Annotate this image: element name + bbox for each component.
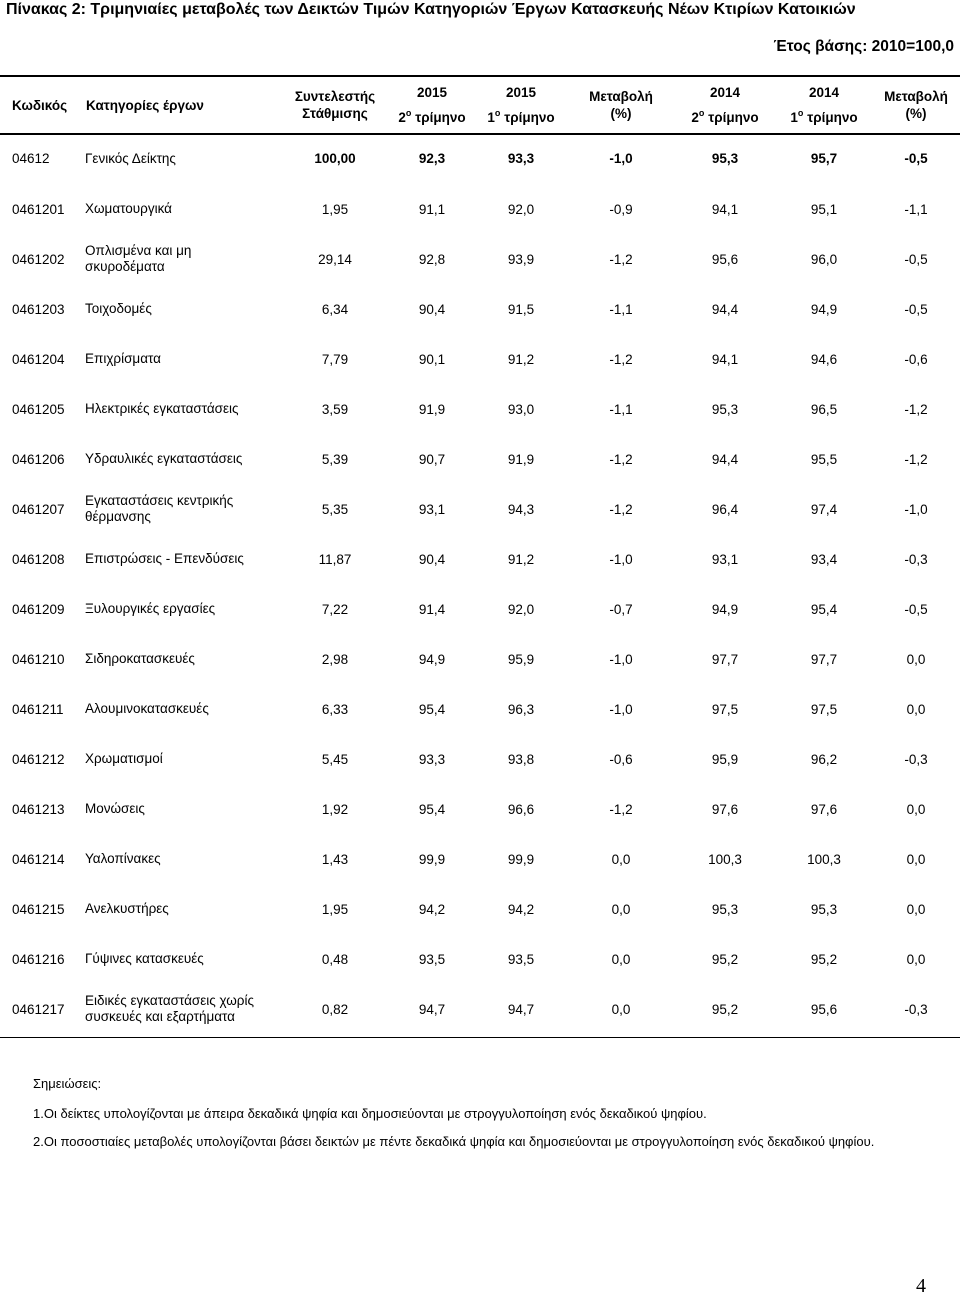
cell-weight: 7,22 bbox=[321, 601, 349, 617]
cell-q1-2015: 91,2 bbox=[507, 551, 535, 567]
cell-q1-2014: 97,5 bbox=[810, 701, 838, 717]
cell-category: Σιδηροκατασκευές bbox=[85, 651, 195, 666]
cell-change-2014: -0,5 bbox=[904, 301, 928, 317]
cell-change-2015: -1,2 bbox=[609, 351, 633, 367]
col-header-q1-2014 bbox=[776, 77, 872, 133]
cell-q1-2014: 94,6 bbox=[810, 351, 838, 367]
cell-q2-2015: 91,4 bbox=[418, 601, 446, 617]
cell-q2-2014: 95,3 bbox=[711, 901, 739, 917]
cell-q2-2015: 94,9 bbox=[418, 651, 446, 667]
col-header-q2-2015 bbox=[390, 77, 474, 133]
cell-q2-2014: 95,2 bbox=[711, 1001, 739, 1017]
cell-q1-2014: 93,4 bbox=[810, 551, 838, 567]
cell-code: 0461202 bbox=[12, 251, 65, 267]
cell-weight: 0,48 bbox=[321, 951, 349, 967]
cell-change-2014: -1,0 bbox=[904, 501, 928, 517]
cell-category: Αλουμινοκατασκευές bbox=[85, 701, 209, 716]
cell-q2-2015: 99,9 bbox=[418, 851, 446, 867]
cell-weight: 29,14 bbox=[318, 251, 352, 267]
table-row bbox=[0, 234, 960, 284]
table-row bbox=[0, 484, 960, 534]
cell-code: 0461212 bbox=[12, 751, 65, 767]
cell-q1-2015: 94,2 bbox=[507, 901, 535, 917]
cell-q1-2015: 99,9 bbox=[507, 851, 535, 867]
year-label: 2014 bbox=[709, 85, 741, 100]
cell-category: Υδραυλικές εγκαταστάσεις bbox=[85, 451, 243, 466]
cell-category: Ξυλουργικές εργασίες bbox=[85, 601, 216, 616]
cell-code: 0461205 bbox=[12, 401, 65, 417]
table-row bbox=[0, 984, 960, 1034]
cell-q2-2015: 94,7 bbox=[418, 1001, 446, 1017]
cell-change-2015: -1,2 bbox=[609, 501, 633, 517]
table-row bbox=[0, 884, 960, 934]
cell-q2-2015: 90,7 bbox=[418, 451, 446, 467]
cell-code: 0461209 bbox=[12, 601, 65, 617]
cell-q1-2014: 96,2 bbox=[810, 751, 838, 767]
cell-code: 0461208 bbox=[12, 551, 65, 567]
cell-category: Εγκαταστάσεις κεντρικής θέρμανσης bbox=[85, 493, 234, 524]
cell-change-2014: -1,2 bbox=[904, 401, 928, 417]
cell-q1-2015: 94,7 bbox=[507, 1001, 535, 1017]
cell-q1-2014: 100,3 bbox=[807, 851, 841, 867]
col-header-q1-2015 bbox=[474, 77, 568, 133]
cell-weight: 1,95 bbox=[321, 201, 349, 217]
base-year-label: Έτος βάσης: 2010=100,0 bbox=[773, 38, 954, 55]
cell-change-2014: 0,0 bbox=[906, 851, 926, 867]
col-header-change-2015 bbox=[568, 77, 674, 133]
cell-q1-2014: 94,9 bbox=[810, 301, 838, 317]
quarter-label: $2^o$ τρίμηνο bbox=[398, 107, 466, 125]
cell-change-2015: -0,6 bbox=[609, 751, 633, 767]
cell-q1-2015: 96,6 bbox=[507, 801, 535, 817]
cell-change-2015: -1,0 bbox=[609, 701, 633, 717]
cell-q2-2014: 94,1 bbox=[711, 351, 739, 367]
cell-category: Υαλοπίνακες bbox=[85, 851, 161, 866]
cell-weight: 1,95 bbox=[321, 901, 349, 917]
weight-header-line1: Συντελεστής bbox=[294, 89, 376, 104]
cell-q1-2015: 93,8 bbox=[507, 751, 535, 767]
cell-weight: 0,82 bbox=[321, 1001, 349, 1017]
cell-q1-2014: 96,5 bbox=[810, 401, 838, 417]
cell-change-2014: -0,6 bbox=[904, 351, 928, 367]
cell-q1-2014: 95,3 bbox=[810, 901, 838, 917]
note-2: 2.Οι ποσοστιαίες μεταβολές υπολογίζονται βάσει δεικτών με πέντε δεκαδικά ψηφία και δημοσιεύονται με στρογγυλοποίηση ενός δεκαδικού ψηφίου. bbox=[33, 1134, 875, 1149]
cell-change-2015: -0,9 bbox=[609, 201, 633, 217]
cell-q1-2014: 95,7 bbox=[810, 151, 838, 166]
cell-category: Ηλεκτρικές εγκαταστάσεις bbox=[85, 401, 239, 416]
cell-q2-2015: 91,1 bbox=[418, 201, 446, 217]
cell-change-2015: -1,2 bbox=[609, 451, 633, 467]
cell-change-2015: -1,2 bbox=[609, 801, 633, 817]
table-row bbox=[0, 284, 960, 334]
cell-weight: 2,98 bbox=[321, 651, 349, 667]
cell-category: Τοιχοδομές bbox=[85, 301, 152, 316]
cell-q1-2015: 93,5 bbox=[507, 951, 535, 967]
cell-q1-2014: 97,6 bbox=[810, 801, 838, 817]
table-row bbox=[0, 834, 960, 884]
cell-weight: 1,92 bbox=[321, 801, 349, 817]
cell-weight: 3,59 bbox=[321, 401, 349, 417]
col-header-q2-2014 bbox=[674, 77, 776, 133]
cell-q2-2014: 97,7 bbox=[711, 651, 739, 667]
cell-q1-2014: 95,2 bbox=[810, 951, 838, 967]
table-title: Πίνακας 2: Τριμηνιαίες μεταβολές των Δεικτών Τιμών Κατηγοριών Έργων Κατασκευής Νέων Κτιρίων Κατοικιών bbox=[6, 1, 856, 18]
cell-q1-2015: 91,9 bbox=[507, 451, 535, 467]
cell-code: 0461217 bbox=[12, 1001, 65, 1017]
table-row bbox=[0, 934, 960, 984]
cell-q1-2014: 97,7 bbox=[810, 651, 838, 667]
cell-change-2014: 0,0 bbox=[906, 801, 926, 817]
cell-change-2015: -0,7 bbox=[609, 601, 633, 617]
cell-change-2014: 0,0 bbox=[906, 651, 926, 667]
change-header-line2: (%) bbox=[905, 106, 927, 121]
cell-change-2014: -0,5 bbox=[904, 151, 928, 166]
cell-weight: 5,35 bbox=[321, 501, 349, 517]
cell-category: Επιστρώσεις - Επενδύσεις bbox=[85, 551, 244, 566]
cell-q1-2015: 93,9 bbox=[507, 251, 535, 267]
cell-q2-2015: 90,4 bbox=[418, 301, 446, 317]
cell-q1-2015: 96,3 bbox=[507, 701, 535, 717]
cell-q1-2014: 97,4 bbox=[810, 501, 838, 517]
cell-q2-2015: 93,5 bbox=[418, 951, 446, 967]
cell-q2-2015: 93,3 bbox=[418, 751, 446, 767]
change-header-line2: (%) bbox=[610, 106, 632, 121]
cell-change-2015: -1,1 bbox=[609, 301, 633, 317]
cell-change-2014: -0,3 bbox=[904, 551, 928, 567]
table-row bbox=[0, 133, 960, 184]
cell-weight: 100,00 bbox=[314, 151, 356, 166]
cell-change-2014: 0,0 bbox=[906, 901, 926, 917]
cell-code: 0461203 bbox=[12, 301, 65, 317]
cell-weight: 7,79 bbox=[321, 351, 349, 367]
cell-category: Ανελκυστήρες bbox=[85, 901, 169, 916]
cell-q2-2015: 90,1 bbox=[418, 351, 446, 367]
price-index-table bbox=[0, 77, 960, 1034]
cell-weight: 11,87 bbox=[318, 551, 352, 567]
cell-q2-2014: 97,6 bbox=[711, 801, 739, 817]
cell-q2-2014: 95,2 bbox=[711, 951, 739, 967]
cell-q1-2014: 95,4 bbox=[810, 601, 838, 617]
cell-change-2014: -0,3 bbox=[904, 1001, 928, 1017]
cell-q1-2014: 95,1 bbox=[810, 201, 838, 217]
cell-q2-2014: 96,4 bbox=[711, 501, 739, 517]
cell-category: Οπλισμένα και μη σκυροδέματα bbox=[85, 243, 192, 274]
quarter-label: $2^o$ τρίμηνο bbox=[691, 107, 759, 125]
cell-q1-2015: 92,0 bbox=[507, 201, 535, 217]
cell-change-2015: -1,0 bbox=[609, 651, 633, 667]
cell-q1-2015: 91,2 bbox=[507, 351, 535, 367]
cell-change-2014: -1,1 bbox=[904, 201, 928, 217]
cell-q2-2014: 94,4 bbox=[711, 301, 739, 317]
page-number: 4 bbox=[916, 1275, 926, 1297]
cell-q1-2014: 95,5 bbox=[810, 451, 838, 467]
cell-q2-2014: 95,6 bbox=[711, 251, 739, 267]
weight-header-line2: Στάθμισης bbox=[302, 106, 368, 121]
cell-q2-2015: 91,9 bbox=[418, 401, 446, 417]
table-row bbox=[0, 784, 960, 834]
cell-q2-2014: 95,3 bbox=[711, 151, 739, 166]
cell-q2-2015: 90,4 bbox=[418, 551, 446, 567]
col-header-category: Κατηγορίες έργων bbox=[86, 97, 204, 113]
year-label: 2015 bbox=[505, 85, 537, 100]
cell-q1-2015: 93,3 bbox=[507, 151, 535, 166]
cell-weight: 1,43 bbox=[321, 851, 349, 867]
cell-q2-2015: 93,1 bbox=[418, 501, 446, 517]
cell-change-2015: 0,0 bbox=[611, 851, 631, 867]
year-label: 2014 bbox=[808, 85, 840, 100]
cell-category: Γενικός Δείκτης bbox=[85, 150, 176, 166]
cell-change-2014: -0,5 bbox=[904, 601, 928, 617]
table-row bbox=[0, 534, 960, 584]
notes-heading: Σημειώσεις: bbox=[33, 1076, 102, 1091]
cell-q2-2014: 95,9 bbox=[711, 751, 739, 767]
quarter-label: $1^o$ τρίμηνο bbox=[790, 107, 858, 125]
table-row bbox=[0, 384, 960, 434]
cell-change-2015: -1,1 bbox=[609, 401, 633, 417]
cell-q1-2015: 94,3 bbox=[507, 501, 535, 517]
cell-code: 0461201 bbox=[12, 201, 65, 217]
cell-q2-2014: 95,3 bbox=[711, 401, 739, 417]
cell-q1-2015: 95,9 bbox=[507, 651, 535, 667]
cell-code: 0461207 bbox=[12, 501, 65, 517]
cell-q1-2015: 93,0 bbox=[507, 401, 535, 417]
cell-q2-2015: 95,4 bbox=[418, 701, 446, 717]
cell-q1-2014: 95,6 bbox=[810, 1001, 838, 1017]
table-row bbox=[0, 434, 960, 484]
cell-change-2014: 0,0 bbox=[906, 701, 926, 717]
cell-category: Χρωματισμοί bbox=[85, 751, 163, 766]
change-header-line1: Μεταβολή bbox=[589, 89, 653, 104]
cell-category: Επιχρίσματα bbox=[85, 351, 161, 366]
table-body bbox=[0, 133, 960, 1034]
cell-weight: 5,45 bbox=[321, 751, 349, 767]
note-1: 1.Οι δείκτες υπολογίζονται με άπειρα δεκαδικά ψηφία και δημοσιεύονται με στρογγυλοποίηση ενός δεκαδικού ψηφίου. bbox=[33, 1106, 707, 1121]
cell-category: Γύψινες κατασκευές bbox=[85, 951, 204, 966]
cell-q2-2015: 95,4 bbox=[418, 801, 446, 817]
table-row bbox=[0, 334, 960, 384]
col-header-change-2014 bbox=[872, 77, 960, 133]
cell-q2-2014: 93,1 bbox=[711, 551, 739, 567]
cell-code: 0461215 bbox=[12, 901, 65, 917]
table-bottom-rule bbox=[0, 1037, 960, 1038]
cell-q2-2014: 94,4 bbox=[711, 451, 739, 467]
cell-weight: 6,33 bbox=[321, 701, 349, 717]
header-row bbox=[0, 77, 960, 133]
cell-code: 04612 bbox=[12, 151, 50, 166]
cell-code: 0461210 bbox=[12, 651, 65, 667]
cell-code: 0461213 bbox=[12, 801, 65, 817]
cell-weight: 5,39 bbox=[321, 451, 349, 467]
table-row bbox=[0, 684, 960, 734]
cell-category: Χωματουργικά bbox=[85, 201, 172, 216]
col-header-code: Κωδικός bbox=[12, 97, 68, 113]
cell-q2-2014: 94,9 bbox=[711, 601, 739, 617]
cell-code: 0461206 bbox=[12, 451, 65, 467]
cell-q1-2014: 96,0 bbox=[810, 251, 838, 267]
cell-q1-2015: 92,0 bbox=[507, 601, 535, 617]
table-row bbox=[0, 634, 960, 684]
cell-category: Ειδικές εγκαταστάσεις χωρίς συσκευές και εξαρτήματα bbox=[85, 993, 254, 1024]
cell-code: 0461211 bbox=[12, 701, 64, 717]
cell-change-2015: 0,0 bbox=[611, 901, 631, 917]
cell-change-2014: 0,0 bbox=[906, 951, 926, 967]
cell-change-2014: -0,3 bbox=[904, 751, 928, 767]
cell-code: 0461214 bbox=[12, 851, 65, 867]
cell-change-2015: 0,0 bbox=[611, 951, 631, 967]
table-row bbox=[0, 584, 960, 634]
cell-q2-2014: 100,3 bbox=[708, 851, 742, 867]
year-label: 2015 bbox=[416, 85, 448, 100]
cell-q2-2014: 94,1 bbox=[711, 201, 739, 217]
cell-weight: 6,34 bbox=[321, 301, 349, 317]
table-row bbox=[0, 184, 960, 234]
cell-code: 0461216 bbox=[12, 951, 65, 967]
cell-change-2015: 0,0 bbox=[611, 1001, 631, 1017]
cell-change-2015: -1,0 bbox=[609, 151, 633, 166]
cell-q2-2015: 92,3 bbox=[418, 151, 446, 166]
cell-q2-2015: 92,8 bbox=[418, 251, 446, 267]
table-row bbox=[0, 734, 960, 784]
change-header-line1: Μεταβολή bbox=[884, 89, 948, 104]
cell-change-2014: -1,2 bbox=[904, 451, 928, 467]
col-header-weight bbox=[280, 77, 390, 133]
cell-change-2015: -1,2 bbox=[609, 251, 633, 267]
cell-change-2014: -0,5 bbox=[904, 251, 928, 267]
cell-q2-2014: 97,5 bbox=[711, 701, 739, 717]
cell-change-2015: -1,0 bbox=[609, 551, 633, 567]
cell-q1-2015: 91,5 bbox=[507, 301, 535, 317]
cell-code: 0461204 bbox=[12, 351, 65, 367]
cell-q2-2015: 94,2 bbox=[418, 901, 446, 917]
cell-category: Μονώσεις bbox=[85, 801, 145, 816]
quarter-label: $1^o$ τρίμηνο bbox=[487, 107, 555, 125]
